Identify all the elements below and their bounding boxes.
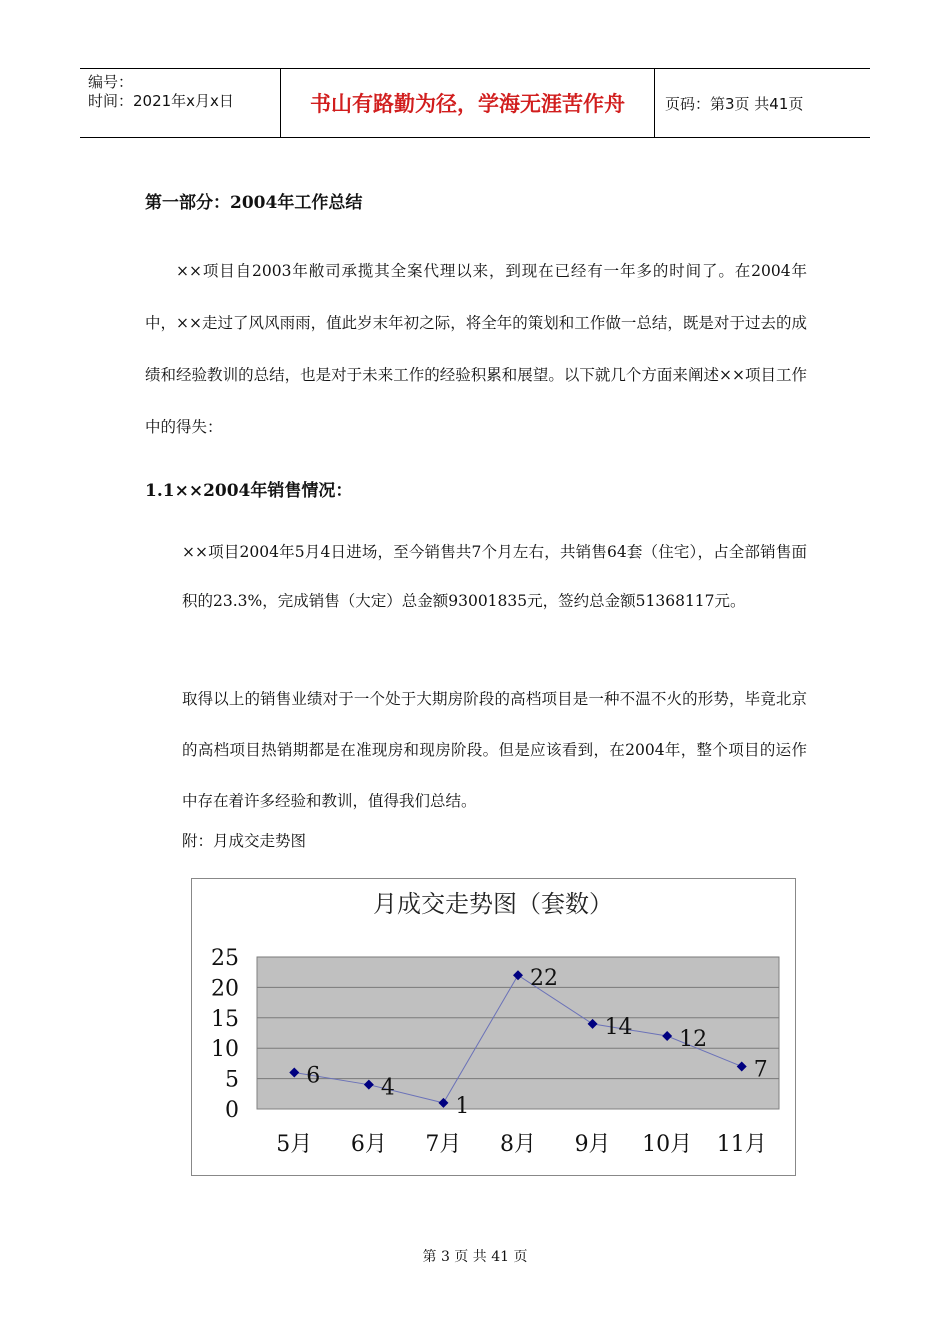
data-label: 12: [679, 1027, 708, 1053]
data-label: 1: [455, 1093, 470, 1119]
data-label: 7: [753, 1057, 768, 1083]
x-tick-label: 8月: [500, 1132, 536, 1157]
header-time-label: 时间：2021年x月x日: [88, 92, 234, 110]
x-tick-label: 9月: [574, 1132, 611, 1157]
subsection-title: 1.1××2004年销售情况：: [145, 481, 353, 501]
section-title: 第一部分：2004年工作总结: [145, 193, 363, 213]
chart-svg: [192, 879, 795, 1175]
data-label: 22: [530, 966, 558, 992]
x-tick-label: 10月: [642, 1132, 693, 1157]
x-tick-label: 11月: [716, 1132, 767, 1157]
x-tick-label: 6月: [350, 1132, 387, 1157]
header-table: [80, 68, 870, 138]
header-divider: [654, 69, 655, 137]
x-tick-label: 7月: [425, 1132, 462, 1157]
y-tick-label: 25: [211, 946, 239, 971]
attachment-label: 附：月成交走势图: [182, 832, 307, 850]
header-page-info: 页码：第3页 共41页: [665, 94, 804, 113]
y-tick-label: 10: [211, 1037, 239, 1063]
chart-title: 月成交走势图（套数）: [373, 890, 613, 918]
data-label: 4: [380, 1075, 395, 1101]
y-tick-label: 0: [225, 1098, 239, 1123]
header-motto: 书山有路勤为径，学海无涯苦作舟: [310, 92, 625, 116]
data-label: 14: [604, 1014, 633, 1040]
x-tick-label: 5月: [276, 1132, 313, 1157]
y-tick-label: 20: [211, 976, 239, 1002]
analysis-paragraph: 取得以上的销售业绩对于一个处于大期房阶段的高档项目是一种不温不火的形势，毕竟北京的高档项目热销期都是在准现房和现房阶段。但是应该看到，在2004年，整个项目的运作中存在着许多经验和教训，值得我们总结。: [182, 690, 807, 810]
y-tick-label: 15: [211, 1006, 239, 1032]
sales-paragraph: ××项目2004年5月4日进场，至今销售共7个月左右，共销售64套（住宅），占全部销售面积的23.3%，完成销售（大定）总金额93001835元，签约总金额51368117元。: [182, 543, 807, 610]
sales-trend-chart: [191, 878, 796, 1176]
y-tick-label: 5: [225, 1067, 239, 1093]
page-footer: 第 3 页 共 41 页: [422, 1249, 528, 1265]
header-number-label: 编号：: [88, 73, 134, 91]
intro-paragraph: ××项目自2003年敝司承揽其全案代理以来，到现在已经有一年多的时间了。在2004年中，××走过了风风雨雨，值此岁末年初之际，将全年的策划和工作做一总结，既是对于过去的成绩和经验教训的总结，也是对于未来工作的经验积累和展望。以下就几个方面来阐述××项目工作中的得失：: [145, 262, 807, 436]
data-label: 6: [306, 1063, 321, 1089]
header-meta: [88, 73, 278, 111]
